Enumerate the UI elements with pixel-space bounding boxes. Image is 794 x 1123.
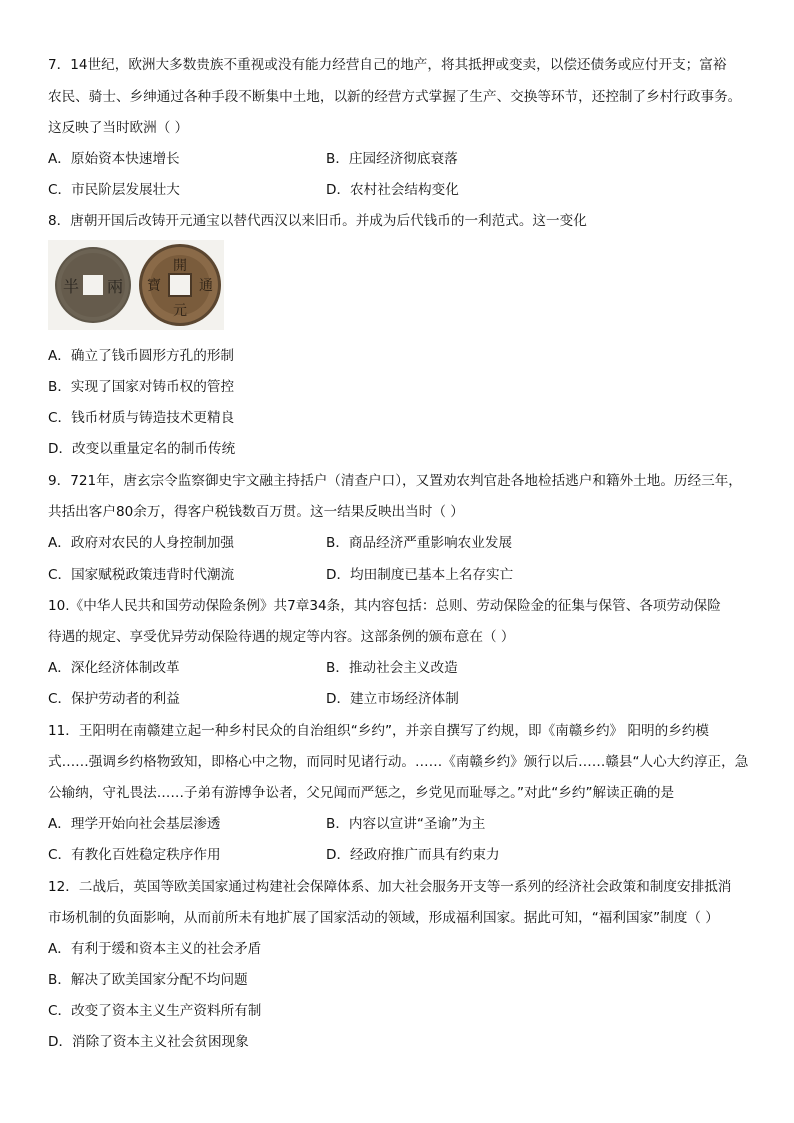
coin-char-tong: 通 [199, 278, 213, 294]
q7-option-a[interactable]: A．原始资本快速增长 [48, 151, 180, 167]
q12-option-b[interactable]: B．解决了欧美国家分配不均问题 [48, 972, 248, 988]
q11-option-d[interactable]: D．经政府推广而具有约束力 [326, 847, 500, 863]
q11-option-c[interactable]: C．有教化百姓稳定秩序作用 [48, 847, 221, 863]
q9-option-a[interactable]: A．政府对农民的人身控制加强 [48, 535, 235, 551]
q7-stem-line-1: 7．14世纪，欧洲大多数贵族不重视或没有能力经营自己的地产，将其抵押或变卖，以偿还债务或应付开支；富裕 [48, 57, 727, 73]
q8-option-d[interactable]: D．改变以重量定名的制币传统 [48, 441, 236, 457]
q11-stem-line-3: 公输纳，守礼畏法……子弟有游博争讼者，父兄闻而严惩之，乡党见而耻辱之。”对此“乡约”解读正确的是 [48, 785, 675, 801]
q11-stem-line-1: 11．王阳明在南赣建立起一种乡村民众的自治组织“乡约”，并亲自撰写了约规，即《南赣乡约》 阳明的乡约模 [48, 723, 710, 739]
q8-option-c[interactable]: C．钱币材质与铸造技术更精良 [48, 410, 235, 426]
q9-option-d[interactable]: D．均田制度已基本上名存实亡 [326, 567, 514, 583]
coin-char-bao: 寶 [147, 278, 161, 294]
q10-option-b[interactable]: B．推动社会主义改造 [326, 660, 458, 676]
q10-stem-line-1: 10.《中华人民共和国劳动保险条例》共7章34条，其内容包括：总则、劳动保险金的征集与保管、各项劳动保险 [48, 598, 721, 614]
q7-option-b[interactable]: B．庄园经济彻底衰落 [326, 151, 458, 167]
coin-char-kai: 開 [173, 258, 187, 274]
coin-char-ban: 半 [62, 277, 80, 296]
q10-stem-line-2: 待遇的规定、享受优异劳动保险待遇的规定等内容。这部条例的颁布意在（ ） [48, 629, 515, 645]
q7-stem-line-3: 这反映了当时欧洲（ ） [48, 120, 189, 136]
kaiyuan-coin-image [139, 244, 221, 326]
q10-option-a[interactable]: A．深化经济体制改革 [48, 660, 180, 676]
q12-option-c[interactable]: C．改变了资本主义生产资料所有制 [48, 1003, 262, 1019]
q8-option-b[interactable]: B．实现了国家对铸币权的管控 [48, 379, 235, 395]
q9-option-c[interactable]: C．国家赋税政策违背时代潮流 [48, 567, 235, 583]
coin-image [48, 240, 224, 330]
q11-option-a[interactable]: A．理学开始向社会基层渗透 [48, 816, 221, 832]
q10-option-d[interactable]: D．建立市场经济体制 [326, 691, 459, 707]
q12-stem-line-2: 市场机制的负面影响，从而前所未有地扩展了国家活动的领域，形成福利国家。据此可知，“福利国家”制度（ ） [48, 910, 719, 926]
q12-option-d[interactable]: D．消除了资本主义社会贫困现象 [48, 1034, 249, 1050]
q8-option-a[interactable]: A．确立了钱币圆形方孔的形制 [48, 348, 235, 364]
q9-stem-line-2: 共括出客户80余万，得客户税钱数百万贯。这一结果反映出当时（ ） [48, 504, 464, 520]
q7-option-c[interactable]: C．市民阶层发展壮大 [48, 182, 180, 198]
q8-stem-line-1: 8．唐朝开国后改铸开元通宝以替代西汉以来旧币。并成为后代钱币的一利范式。这一变化 [48, 213, 587, 229]
q7-stem-line-2: 农民、骑士、乡绅通过各种手段不断集中土地，以新的经营方式掌握了生产、交换等环节，还控制了乡村行政事务。 [48, 89, 742, 105]
q7-option-d[interactable]: D．农村社会结构变化 [326, 182, 459, 198]
q11-option-b[interactable]: B．内容以宣讲“圣谕”为主 [326, 816, 486, 832]
q12-option-a[interactable]: A．有利于缓和资本主义的社会矛盾 [48, 941, 262, 957]
q11-stem-line-2: 式……强调乡约格物致知，即格心中之物，而同时见诸行动。……《南赣乡约》颁行以后……赣县“人心大约淳正，急 [48, 754, 749, 770]
q10-option-c[interactable]: C．保护劳动者的利益 [48, 691, 180, 707]
ban-liang-coin-image [55, 247, 131, 323]
q12-stem-line-1: 12．二战后，英国等欧美国家通过构建社会保障体系、加大社会服务开支等一系列的经济社会政策和制度安排抵消 [48, 879, 732, 895]
coin-char-yuan: 元 [173, 303, 187, 319]
q9-option-b[interactable]: B．商品经济严重影响农业发展 [326, 535, 513, 551]
q9-stem-line-1: 9．721年，唐玄宗令监察御史宇文融主持括户（清查户口），又置劝农判官赴各地检括逃户和籍外土地。历经三年， [48, 473, 742, 489]
coin-char-liang: 兩 [106, 277, 124, 296]
